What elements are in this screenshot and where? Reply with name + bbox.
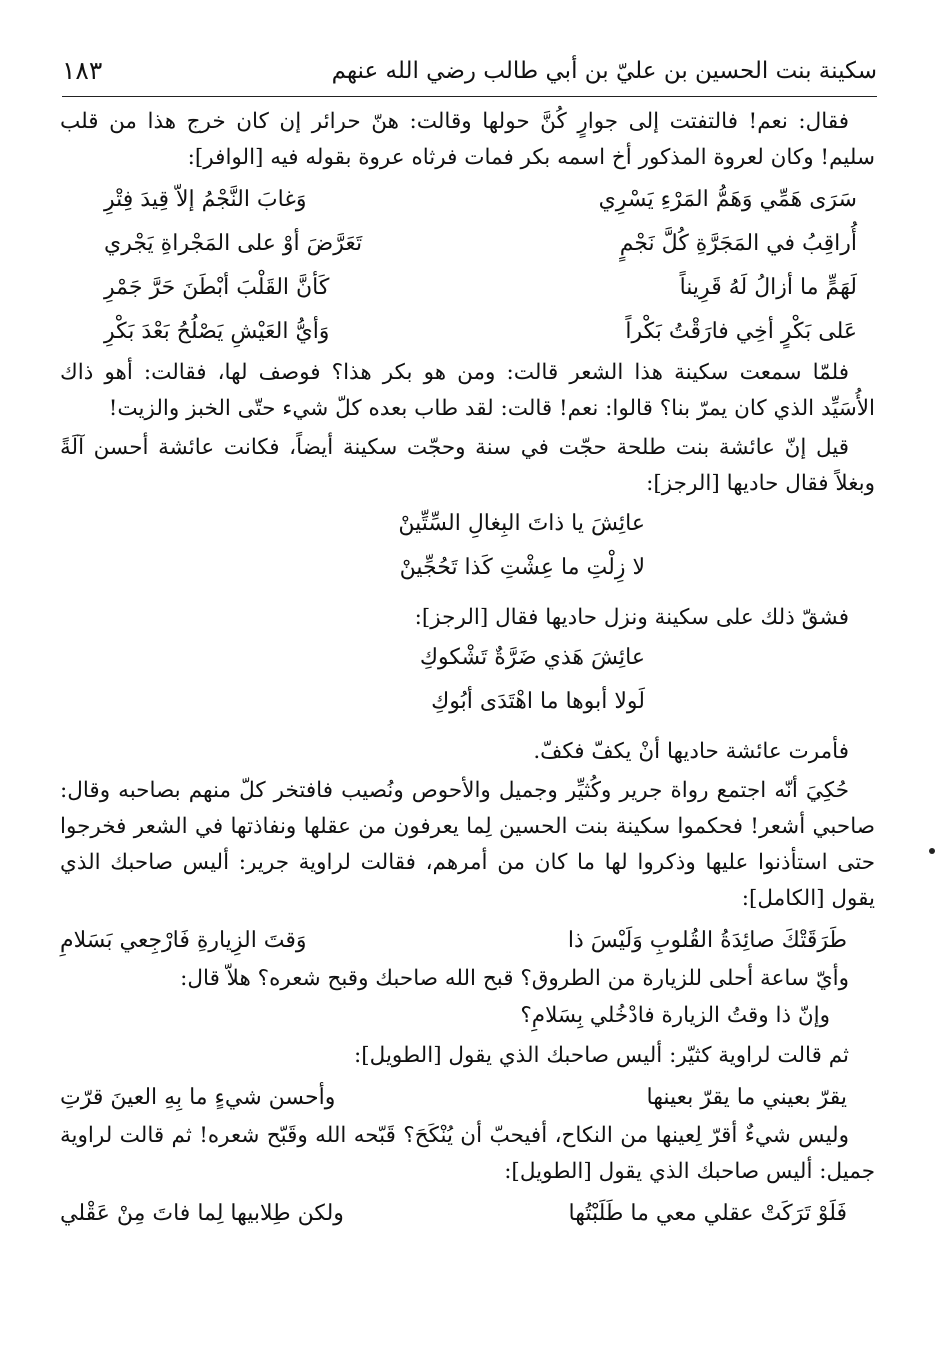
- paragraph: ثم قالت لراوية كثيّر: أليس صاحبك الذي يقول [الطويل]:: [354, 1043, 849, 1068]
- verse-second-hemistich: ولكن طِلابيها لِما فاتَ مِنْ عَقْلي: [60, 1201, 344, 1226]
- verse-line: [60, 308, 875, 352]
- paragraph: فأمرت عائشة حاديها أنْ يكفّ فكفّ.: [533, 739, 849, 764]
- rajaz-poem: [60, 502, 875, 590]
- verse-first-hemistich: فَلَوْ تَرَكَتْ عقلي معي ما طَلَبْتُها: [568, 1201, 847, 1226]
- verse-second-hemistich: كَأنَّ القَلْبَ أبْطَنَ حَرَّ جَمْرِ: [104, 275, 330, 300]
- verse-second-hemistich: وأحسن شيءٍ ما بِهِ العينَ قرّتِ: [60, 1085, 336, 1110]
- verse-line: [60, 917, 875, 961]
- verse-first-hemistich: لَهَمٍّ ما أزالُ لَهُ قَرِيناً: [679, 275, 857, 300]
- verse-second-hemistich: تَعَرَّضَ أوْ على المَجْراةِ يَجْري: [104, 231, 363, 256]
- verse-second-hemistich: وَأيُّ العَيْشِ يَصْلُحُ بَعْدَ بَكْرِ: [104, 319, 330, 344]
- paragraph: قيل إنّ عائشة بنت طلحة حجّت في سنة وحجّت سكينة أيضاً، فكانت عائشة أحسن آلَةً وبغلاً فقال حاديها [الرجز]:: [60, 435, 875, 496]
- rajaz-line: عائِشَ هَذي ضَرَّةٌ تَشْكوكِ: [419, 645, 645, 670]
- verse-line: [60, 220, 875, 264]
- paragraph: فقال: نعم! فالتفتت إلى جوارٍ كُنَّ حولها وقالت: هنّ حرائر إن كان خرج هذا من قلب سليم! وكان لعروة المذكور أخ اسمه بكر فمات فرثاه عروة بقوله فيه [الوافر]:: [60, 109, 875, 170]
- verse-line: [60, 1190, 875, 1234]
- poem-wafir: [60, 176, 875, 352]
- verse-line: [60, 176, 875, 220]
- verse-line: [60, 1074, 875, 1118]
- verse-line: [60, 264, 875, 308]
- verse-first-hemistich: يقرّ بعيني ما يقرّ بعينها: [646, 1085, 847, 1110]
- rajaz-line: لَولا أبوها ما اهْتَدَى أبُوكِ: [431, 689, 645, 714]
- margin-dot: [929, 848, 935, 854]
- rajaz-line: عائِشَ يا ذاتَ البِغالِ السِّتِّينْ: [398, 511, 645, 536]
- rajaz-poem: [60, 636, 875, 724]
- verse-line: وإنّ ذا وقتُ الزيارة فادْخُلي بِسَلامِ؟: [520, 1003, 830, 1028]
- paragraph: فلمّا سمعت سكينة هذا الشعر قالت: ومن هو بكر هذا؟ فوصف لها، فقالت: أهو ذاك الأُسَيِّد الذي كان يمرّ بنا؟ قالوا: نعم! قالت: لقد طاب بعده كلّ شيء حتّى الخبز والزيت!: [60, 360, 875, 421]
- verse-second-hemistich: وَغابَ النَّجْمُ إلاّ قِيدَ فِتْرِ: [104, 187, 307, 212]
- verse-first-hemistich: طَرَقَتْكَ صائِدَةُ القُلوبِ وَلَيْسَ ذا: [567, 928, 847, 953]
- paragraph: حُكِيَ أنّه اجتمع رواة جرير وكُثيِّر وجميل والأحوص ونُصيب فافتخر كلّ منهم بصاحبه وقال: صاحبي أشعر! فحكموا سكينة بنت الحسين لِما يعرفون من عقلها ونفاذتها في الشعر فخرجوا حتى استأذنوا عليها وذكروا لها ما كان من أمرهم، فقالت لراوية جرير: أليس صاحبك الذي يقول [الكامل]:: [60, 778, 875, 911]
- page-header: [62, 52, 877, 97]
- verse-first-hemistich: عَلى بَكْرٍ أخِي فارَقْتُ بَكْراً: [625, 319, 857, 344]
- verse-first-hemistich: سَرَى هَمِّي وَهَمُّ المَرْءِ يَسْرِي: [598, 187, 857, 212]
- rajaz-line: لا زِلْتِ ما عِشْتِ كَذا تَحُجِّينْ: [399, 555, 645, 580]
- page-body: [60, 104, 875, 1234]
- verse-second-hemistich: وَقتَ الزِيارةِ فَارْجِعي بَسَلامِ: [60, 928, 307, 953]
- page-number: ١٨٣: [62, 56, 103, 85]
- running-title: سكينة بنت الحسين بن عليّ بن أبي طالب رضي الله عنهم: [331, 58, 877, 84]
- paragraph: وليس شيءٌ أقرّ لِعينها من النكاح، أفيحبّ أن يُنْكَحَ؟ قَبّحه الله وقَبّح شعره! ثم قالت لراوية جميل: أليس صاحبك الذي يقول [الطويل]:: [60, 1123, 875, 1184]
- paragraph: فشقّ ذلك على سكينة ونزل حاديها فقال [الرجز]:: [414, 605, 849, 630]
- paragraph: وأيّ ساعة أحلى للزيارة من الطروق؟ قبح الله صاحبك وقبح شعره؟ هلاّ قال:: [180, 966, 849, 991]
- verse-first-hemistich: أُراقِبُ في المَجَرَّةِ كُلَّ نَجْمٍ: [619, 231, 857, 256]
